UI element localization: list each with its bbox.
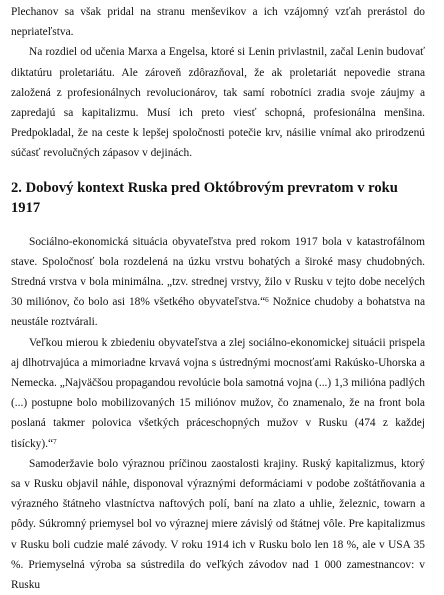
paragraph: Na rozdiel od učenia Marxa a Engelsa, ktoré si Lenin privlastnil, začal Lenin budovať diktatúru proletariátu. Ale zároveň zdôrazňoval, že ak proletariát nepovedie strana založená z profesionálnych revolucionárov, tak samí robotníci zradia svoje záujmy a zapredajú sa kapitalizmu. Musí ich preto viesť schopná, profesionálna menšina. Predpokladal, že na ceste k lepšej spoločnosti potečie krv, násilie vnímal ako prirodzenú súčasť revolučných zápasov v dejinách. <box>11 46 425 160</box>
footnote-ref[interactable]: 6 <box>265 296 269 305</box>
paragraph <box>11 333 425 454</box>
section-heading: 2. Dobový kontext Ruska pred Októbrovým prevratom v roku 1917 <box>11 179 398 216</box>
paragraph-text: Veľkou mierou k zbiedeniu obyvateľstva a zlej sociálno-ekonomickej situácii prispela aj dlhotrvajúca a mimoriadne krvavá vojna s ústrednými mocnosťami Rakúsko-Uhorska a Nemecka. „Najväčšou propagandou revolúcie bola samotná vojna (...) 1,3 milióna padlých (...) postupne bolo mobilizovaných 15 miliónov mužov, čo znamenalo, že na front bola poslaná takmer polovica všetkých práceschopných mužov v Rusku (474 z každej tisícky).“ <box>11 336 425 450</box>
paragraph: Samoderžavie bolo výraznou príčinou zaostalosti krajiny. Ruský kapitalizmus, ktorý sa v Rusku objavil náhle, disponoval výraznými deformáciami v podobe zoštátňovania a výrazného štátneho vlastníctva naftových polí, baní na zlato a uhlie, železnic, towarn a pôdy. Súkromný priemysel bol vo výraznej miere závislý od štátnej vôle. Pre kapitalizmus v Rusku boli cudzie malé závody. V roku 1914 ich v Rusku bolo len 18 %, ale v USA 35 %. Priemyselná výroba sa sústredila do veľkých závodov nad 1 000 zamestnancov: v Rusku <box>11 457 425 592</box>
paragraph: Plechanov sa však pridal na stranu menševikov a ich vzájomný vzťah prerástol do nepriateľstva. <box>11 6 425 39</box>
paragraph <box>11 232 425 333</box>
paragraph-text: Sociálno-ekonomická situácia obyvateľstva pred rokom 1917 bola v katastrofálnom stave. Spoločnosť bola rozdelená na úzku vrstvu bohatých a široké masy chudobných. Stredná vrstva v bola minimálna. „tzv. strednej vrstvy, žilo v Rusku v tejto dobe necelých 30 miliónov, čo bolo asi 18% všetkého obyvateľstva.“ <box>11 235 425 309</box>
footnote-ref[interactable]: 7 <box>53 437 57 446</box>
paragraph-text: Nožnice chudoby a bohatstva na neustále roztvárali. <box>11 296 425 329</box>
